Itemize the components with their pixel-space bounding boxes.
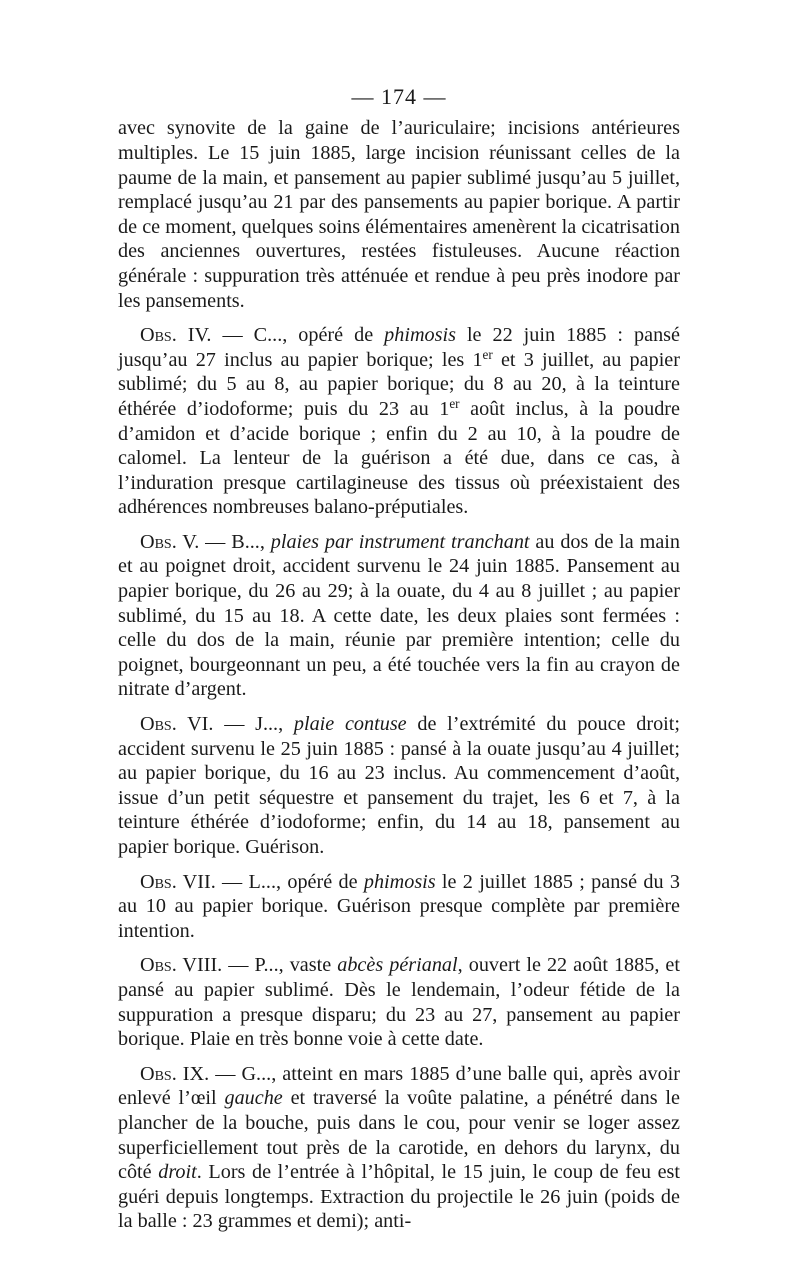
paragraph-obs-vii	[118, 870, 680, 944]
paragraph-text: — C..., opéré de	[211, 324, 385, 347]
paragraph-obs-v	[118, 530, 680, 702]
paragraph-text: , ouvert le 22 août 1885, et pansé au papier sublimé. Dès le lendemain, l’odeur fétide de la suppuration a presque disparu; du 23 au 27, pansement au papier borique. Plaie en très bonne voie à cette date.	[118, 954, 680, 1051]
paragraph-text: — P..., vaste	[222, 954, 338, 977]
italic-term: plaie contuse	[293, 713, 407, 736]
paragraph-text: et 3 juillet, au papier sublimé; du 5 au 8, au papier borique; du 8 au 20, à la teinture éthérée d’iodoforme; puis du 23 au 1	[118, 348, 680, 420]
observation-label: Obs. IX.	[140, 1062, 210, 1085]
italic-term: phimosis	[363, 870, 436, 893]
paragraph-obs-ix	[118, 1062, 680, 1234]
paragraph-text: août inclus, à la poudre d’amidon et d’acide borique ; enfin du 2 au 10, à la poudre de calomel. La lenteur de la guérison a été due, dans ce cas, à l’induration presque cartilagineuse des tissus où préexistaient des adhérences nombreuses balano-préputiales.	[118, 397, 680, 519]
paragraph-text: le 22 juin 1885 : pansé jusqu’au 27 inclus au papier borique; les 1	[118, 324, 680, 371]
paragraph-obs-iv	[118, 323, 680, 520]
paragraph-text: et traversé la voûte palatine, a pénétré dans le plancher de la bouche, puis dans le cou, pour venir se loger assez superficiellement tout près de la carotide, en dehors du larynx, du côté	[118, 1087, 680, 1184]
paragraph-text: le 2 juillet 1885 ; pansé du 3 au 10 au papier borique. Guérison presque complète par première intention.	[118, 870, 680, 942]
italic-term: phimosis	[384, 324, 456, 347]
page-number: — 174 —	[351, 84, 447, 109]
italic-term: droit	[158, 1161, 197, 1184]
observation-label: Obs. VII.	[140, 870, 216, 893]
paragraph-obs-vi	[118, 712, 680, 860]
paragraph-text: — L..., opéré de	[215, 870, 364, 893]
paragraph-text: — G..., atteint en mars 1885 d’une balle qui, après avoir enlevé l’œil	[118, 1062, 681, 1110]
paragraph-text: de l’extrémité du pouce droit; accident survenu le 25 juin 1885 : pansé à la ouate jusqu’au 4 juillet; au papier borique, du 16 au 23 inclus. Au commencement d’août, issue d’un petit séquestre et pansement du trajet, les 6 et 7, à la teinture éthérée d’iodoforme; enfin, du 14 au 18, pansement au papier borique. Guérison.	[118, 713, 680, 859]
italic-term: gauche	[224, 1087, 283, 1110]
paragraph-obs-viii	[118, 953, 680, 1051]
ordinal-superscript: er	[449, 395, 460, 411]
paragraph-text: . Lors de l’entrée à l’hôpital, le 15 juin, le coup de feu est guéri depuis longtemps. Extraction du projectile le 26 juin (poids de la balle : 23 grammes et demi); anti-	[118, 1161, 681, 1233]
observation-label: Obs. IV.	[140, 324, 212, 347]
paragraph-text: au dos de la main et au poignet droit, accident survenu le 24 juin 1885. Pansement au papier borique, du 26 au 29; à la ouate, du 4 au 8 juillet ; au papier sublimé, du 15 au 18. A cette date, les deux plaies sont fermées : celle du dos de la main, réunie par première intention; celle du poignet, bourgeonnant un peu, a été touchée vers la fin au crayon de nitrate d’argent.	[118, 530, 680, 701]
observation-label: Obs. VIII.	[140, 954, 223, 977]
paragraph-text: — J...,	[213, 713, 294, 736]
paragraph-text: avec synovite de la gaine de l’auriculaire; incisions antérieures multiples. Le 15 juin 1885, large incision réunissant celles de la paume de la main, et pansement au papier sublimé jusqu’au 5 juillet, remplacé jusqu’au 21 par des pansements au papier borique. A partir de ce moment, quelques soins élémentaires amenèrent la cicatrisation des anciennes ouvertures, restées fistuleuses. Aucune réaction générale : suppuration très atténuée et rendue à peu près inodore par les pansements.	[118, 117, 680, 312]
observation-label: Obs. V.	[140, 530, 200, 553]
document-page	[118, 84, 680, 1234]
paragraph-continuation	[118, 116, 680, 313]
paragraph-text: — B...,	[199, 530, 271, 553]
observation-label: Obs. VI.	[140, 713, 214, 736]
ordinal-superscript: er	[482, 346, 493, 362]
italic-term: plaies par instrument tranchant	[270, 530, 530, 553]
italic-term: abcès périanal	[337, 954, 458, 977]
